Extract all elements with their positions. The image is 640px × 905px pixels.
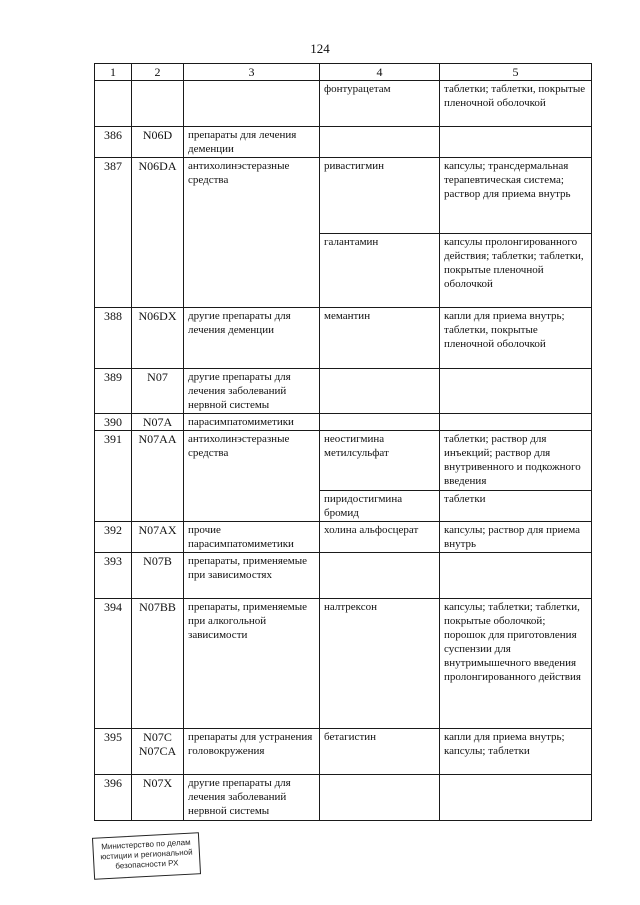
group-name: препараты для лечения деменции: [184, 127, 320, 158]
drug-name: [320, 775, 440, 821]
row-number: 396: [95, 775, 132, 821]
group-name: другие препараты для лечения заболеваний нервной системы: [184, 775, 320, 821]
stamp-line: безопасности РХ: [115, 858, 179, 871]
group-name: препараты для устранения головокружения: [184, 729, 320, 775]
dosage-form: капли для приема внутрь; капсулы; таблетки: [440, 729, 592, 775]
group-name: антихолинэстеразные средства: [184, 431, 320, 522]
atc-code: N07BB: [132, 599, 184, 729]
row-number: 388: [95, 308, 132, 369]
drug-name: мемантин: [320, 308, 440, 369]
table-row: [95, 308, 592, 369]
group-name: препараты, применяемые при зависимостях: [184, 553, 320, 599]
table-row: [95, 158, 592, 234]
page-number: 124: [310, 41, 330, 56]
atc-code: N06DA: [132, 158, 184, 308]
atc-code: N06D: [132, 127, 184, 158]
table-row: [95, 553, 592, 599]
group-name: препараты, применяемые при алкогольной зависимости: [184, 599, 320, 729]
table-row: [95, 431, 592, 491]
dosage-form: [440, 127, 592, 158]
atc-code: N06DX: [132, 308, 184, 369]
stamp-line: юстиции и региональной: [100, 847, 193, 862]
group-name: другие препараты для лечения заболеваний нервной системы: [184, 369, 320, 414]
atc-code: N07B: [132, 553, 184, 599]
drug-name: бетагистин: [320, 729, 440, 775]
group-name: парасимпатомиметики: [184, 414, 320, 431]
group-name: другие препараты для лечения деменции: [184, 308, 320, 369]
column-header-4: 4: [320, 64, 440, 81]
row-number: 390: [95, 414, 132, 431]
column-header-5: 5: [440, 64, 592, 81]
drug-name: [320, 553, 440, 599]
atc-code: N07A: [132, 414, 184, 431]
dosage-form: таблетки: [440, 491, 592, 522]
column-header-1: 1: [95, 64, 132, 81]
dosage-form: [440, 775, 592, 821]
dosage-form: [440, 369, 592, 414]
atc-code: [132, 81, 184, 127]
row-number: 386: [95, 127, 132, 158]
drug-name: фонтурацетам: [320, 81, 440, 127]
table-row: [95, 127, 592, 158]
drug-name: ривастигмин: [320, 158, 440, 234]
row-number: 391: [95, 431, 132, 522]
table-row: [95, 599, 592, 729]
drug-name: [320, 414, 440, 431]
stamp-line: Министерство по делам: [100, 837, 191, 852]
drug-name: налтрексон: [320, 599, 440, 729]
table-row: [95, 414, 592, 431]
group-name: антихолинэстеразные средства: [184, 158, 320, 308]
row-number: 395: [95, 729, 132, 775]
row-number: 387: [95, 158, 132, 308]
dosage-form: [440, 553, 592, 599]
drug-name: холина альфосцерат: [320, 522, 440, 553]
dosage-form: [440, 414, 592, 431]
dosage-form: капсулы; таблетки; таблетки, покрытые оболочкой; порошок для приготовления суспензии для внутримышечного введения пролонгированного действия: [440, 599, 592, 729]
table-row: [95, 522, 592, 553]
table-row: [95, 81, 592, 127]
table-row: [95, 775, 592, 821]
row-number: 394: [95, 599, 132, 729]
group-name: прочие парасимпатомиметики: [184, 522, 320, 553]
atc-code: N07AX: [132, 522, 184, 553]
dosage-form: капли для приема внутрь; таблетки, покрытые пленочной оболочкой: [440, 308, 592, 369]
dosage-form: капсулы; трансдермальная терапевтическая система; раствор для приема внутрь: [440, 158, 592, 234]
atc-code: N07C N07CA: [132, 729, 184, 775]
column-header-2: 2: [132, 64, 184, 81]
atc-code: N07AA: [132, 431, 184, 522]
drug-name: пиридостигмина бромид: [320, 491, 440, 522]
table-row: [95, 729, 592, 775]
drug-name: неостигмина метилсульфат: [320, 431, 440, 491]
drug-name: галантамин: [320, 234, 440, 308]
ministry-stamp: [92, 832, 201, 880]
row-number: 392: [95, 522, 132, 553]
row-number: [95, 81, 132, 127]
table-row: [95, 369, 592, 414]
drug-table: [94, 63, 592, 821]
row-number: 393: [95, 553, 132, 599]
row-number: 389: [95, 369, 132, 414]
table-header-row: [95, 64, 592, 81]
group-name: [184, 81, 320, 127]
dosage-form: таблетки; таблетки, покрытые пленочной оболочкой: [440, 81, 592, 127]
drug-name: [320, 127, 440, 158]
dosage-form: капсулы пролонгированного действия; таблетки; таблетки, покрытые пленочной оболочкой: [440, 234, 592, 308]
column-header-3: 3: [184, 64, 320, 81]
atc-code: N07X: [132, 775, 184, 821]
dosage-form: таблетки; раствор для инъекций; раствор для внутривенного и подкожного введения: [440, 431, 592, 491]
atc-code: N07: [132, 369, 184, 414]
drug-name: [320, 369, 440, 414]
dosage-form: капсулы; раствор для приема внутрь: [440, 522, 592, 553]
